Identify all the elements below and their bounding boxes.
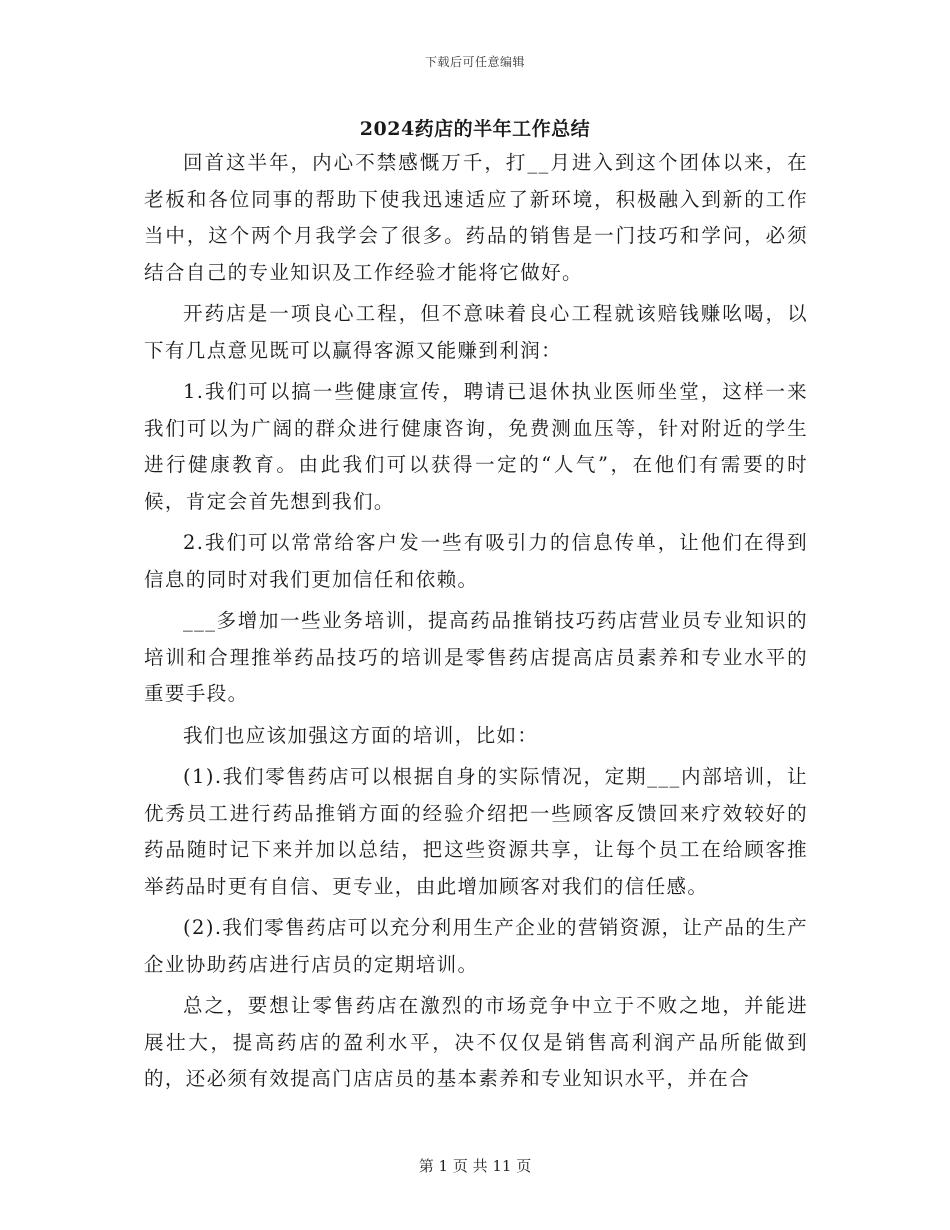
paragraph-conscience-project: 开药店是一项良心工程，但不意味着良心工程就该赔钱赚吆喝，以下有几点意见既可以赢得客源又能赚到利润：: [144, 302, 808, 362]
paragraph-intro: 回首这半年，内心不禁感慨万千，打__月进入到这个团体以来，在老板和各位同事的帮助下使我迅速适应了新环境，积极融入到新的工作当中，这个两个月我学会了很多。药品的销售是一门技巧和学问，必须结合自己的专业知识及工作经验才能将它做好。: [144, 151, 808, 284]
paragraph-subpoint-1: (1).我们零售药店可以根据自身的实际情况，定期___内部培训，让优秀员工进行药品推销方面的经验介绍把一些顾客反馈回来疗效较好的药品随时记下来并加以总结，把这些资源共享，让每个员工在给顾客推举药品时更有自信、更专业，由此增加顾客对我们的信任感。: [144, 765, 808, 898]
paragraph-subpoint-2: (2).我们零售药店可以充分利用生产企业的营销资源，让产品的生产企业协助药店进行店员的定期培训。: [144, 916, 808, 976]
paragraph-training-examples: 我们也应该加强这方面的培训，比如：: [183, 723, 539, 747]
paragraph-conclusion: 总之，要想让零售药店在激烈的市场竞争中立于不败之地，并能进展壮大，提高药店的盈利水平，决不仅仅是销售高利润产品所能做到的，还必须有效提高门店店员的基本素养和专业知识水平，并在合: [144, 994, 808, 1090]
paragraph-point-1: 1.我们可以搞一些健康宣传，聘请已退休执业医师坐堂，这样一来我们可以为广阔的群众进行健康咨询，免费测血压等，针对附近的学生进行健康教育。由此我们可以获得一定的“人气”，在他们有需要的时候，肯定会首先想到我们。: [144, 380, 808, 513]
page-header-note: 下载后可任意编辑: [424, 55, 525, 69]
document-body: [144, 145, 808, 1103]
document-title: 2024药店的半年工作总结: [359, 118, 591, 140]
page-number: 第 1 页 共 11 页: [418, 1157, 532, 1175]
paragraph-point-2: 2.我们可以常常给客户发一些有吸引力的信息传单，让他们在得到信息的同时对我们更加信任和依赖。: [144, 531, 808, 591]
paragraph-training: ___多增加一些业务培训，提高药品推销技巧药店营业员专业知识的培训和合理推举药品技巧的培训是零售药店提高店员素养和专业水平的重要手段。: [144, 609, 808, 705]
